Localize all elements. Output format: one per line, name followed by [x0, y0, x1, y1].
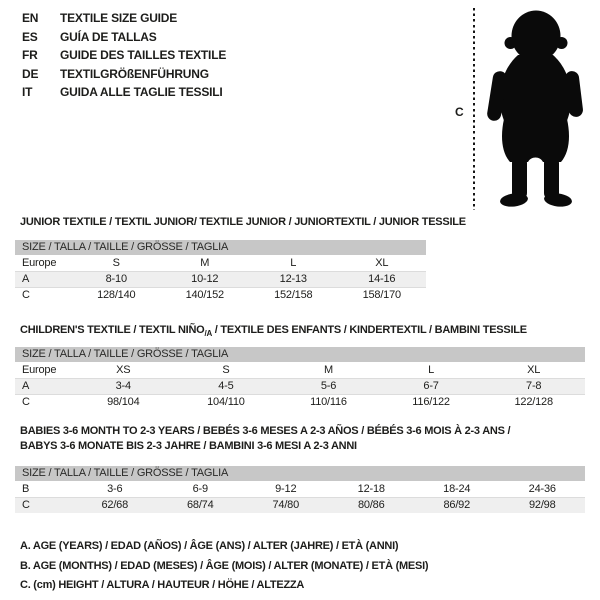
baby-silhouette-icon: [487, 9, 584, 208]
table-cell: 116/122: [412, 396, 450, 409]
heading-text: / TEXTILE DES ENFANTS / KINDERTEXTIL / BAMBINI TESSILE: [211, 324, 527, 336]
babies-size-bar: SIZE / TALLA / TAILLE / GRÖSSE / TAGLIA: [15, 466, 585, 481]
table-row: [15, 287, 426, 303]
children-size-bar: SIZE / TALLA / TAILLE / GRÖSSE / TAGLIA: [15, 347, 585, 362]
table-row: [15, 394, 585, 410]
table-cell: 104/110: [207, 396, 245, 409]
table-cell: L: [249, 255, 338, 271]
heading-line-1: BABIES 3-6 MONTH TO 2-3 YEARS / BEBÉS 3-6 MESES A 2-3 AÑOS / BÉBÉS 3-6 MOIS À 2-3 ANS /: [20, 425, 511, 437]
table-cell: 152/158: [274, 289, 313, 302]
table-cell: 158/170: [362, 289, 401, 302]
table-cell: L: [380, 362, 483, 378]
lang-row-it: [22, 83, 226, 102]
babies-size-table: [15, 481, 585, 513]
table-row: [15, 378, 585, 394]
table-cell: 6-7: [380, 378, 483, 394]
table-cell: 6-9: [158, 481, 244, 497]
table-row: [15, 481, 585, 497]
table-cell: 128/140: [97, 289, 136, 302]
table-cell: 9-12: [243, 481, 329, 497]
table-cell: 110/116: [310, 396, 347, 409]
babies-section-heading: [20, 424, 510, 454]
table-cell: S: [175, 362, 278, 378]
heading-text: CHILDREN'S TEXTILE / TEXTIL NIÑO: [20, 324, 205, 336]
table-cell: 80/86: [357, 499, 385, 512]
table-cell: 12-18: [329, 481, 415, 497]
children-section-heading: [20, 323, 527, 341]
row-label: C: [22, 499, 30, 512]
table-cell: 8-10: [72, 271, 161, 287]
table-cell: 14-16: [338, 271, 427, 287]
table-cell: 3-4: [72, 378, 175, 394]
table-cell: 3-6: [72, 481, 158, 497]
heading-subscript: /A: [204, 329, 212, 339]
lang-title: TEXTILE SIZE GUIDE: [60, 11, 178, 25]
table-cell: 74/80: [272, 499, 300, 512]
row-label: Europe: [15, 255, 72, 271]
table-cell: 7-8: [482, 378, 585, 394]
lang-row-es: [22, 28, 226, 47]
lang-code: ES: [22, 29, 38, 44]
lang-title: TEXTILGRÖßENFÜHRUNG: [60, 66, 209, 81]
lang-code: IT: [22, 85, 33, 100]
table-cell: 12-13: [249, 271, 338, 287]
table-cell: 10-12: [161, 271, 250, 287]
row-label: C: [22, 289, 30, 302]
table-cell: 122/128: [514, 396, 553, 409]
row-label: C: [22, 396, 30, 409]
lang-title: GUÍA DE TALLAS: [60, 29, 157, 44]
table-row: [15, 271, 426, 287]
table-cell: XS: [72, 362, 175, 378]
table-row: [15, 255, 426, 271]
language-title-list: [22, 9, 226, 102]
children-size-table: [15, 362, 585, 410]
lang-title: GUIDA ALLE TAGLIE TESSILI: [60, 85, 223, 100]
table-cell: 24-36: [500, 481, 586, 497]
table-row: [15, 497, 585, 513]
table-cell: XL: [338, 255, 427, 271]
row-label: A: [15, 271, 72, 287]
lang-code: EN: [22, 11, 39, 25]
lang-code: FR: [22, 48, 38, 63]
table-cell: 98/104: [107, 396, 140, 409]
table-cell: 92/98: [528, 499, 556, 512]
row-label: B: [15, 481, 72, 497]
footnote-c: C. (cm) HEIGHT / ALTURA / HAUTEUR / HÖHE / ALTEZZA: [20, 579, 305, 591]
table-cell: XL: [482, 362, 585, 378]
height-measure-dotted-line: [473, 8, 475, 210]
lang-title: GUIDE DES TAILLES TEXTILE: [60, 48, 227, 63]
table-cell: M: [161, 255, 250, 271]
lang-row-de: [22, 65, 226, 84]
table-cell: 18-24: [414, 481, 500, 497]
row-label: A: [15, 378, 72, 394]
footnotes: [20, 537, 428, 596]
height-measure-label: C: [455, 105, 464, 119]
table-cell: S: [72, 255, 161, 271]
table-cell: 86/92: [443, 499, 471, 512]
footnote-a: A. AGE (YEARS) / EDAD (AÑOS) / ÂGE (ANS) / ALTER (JAHRE) / ETÀ (ANNI): [20, 540, 399, 552]
lang-code: DE: [22, 66, 39, 81]
footnote-b: B. AGE (MONTHS) / EDAD (MESES) / ÂGE (MOIS) / ALTER (MONATE) / ETÀ (MESI): [20, 559, 429, 572]
lang-row-fr: [22, 46, 226, 65]
heading-line-2: BABYS 3-6 MONATE BIS 2-3 JAHRE / BAMBINI 3-6 MESI A 2-3 ANNI: [20, 440, 357, 452]
table-cell: 5-6: [277, 378, 380, 394]
table-cell: 62/68: [101, 499, 129, 512]
junior-section-heading: JUNIOR TEXTILE / TEXTIL JUNIOR/ TEXTILE JUNIOR / JUNIORTEXTIL / JUNIOR TESSILE: [20, 216, 466, 228]
table-cell: 4-5: [175, 378, 278, 394]
table-cell: M: [277, 362, 380, 378]
table-cell: 68/74: [186, 499, 214, 512]
junior-size-bar: SIZE / TALLA / TAILLE / GRÖSSE / TAGLIA: [15, 240, 426, 255]
table-row: [15, 362, 585, 378]
junior-size-table: [15, 255, 426, 303]
lang-row-en: [22, 9, 226, 28]
table-cell: 140/152: [185, 289, 224, 302]
row-label: Europe: [15, 362, 72, 378]
